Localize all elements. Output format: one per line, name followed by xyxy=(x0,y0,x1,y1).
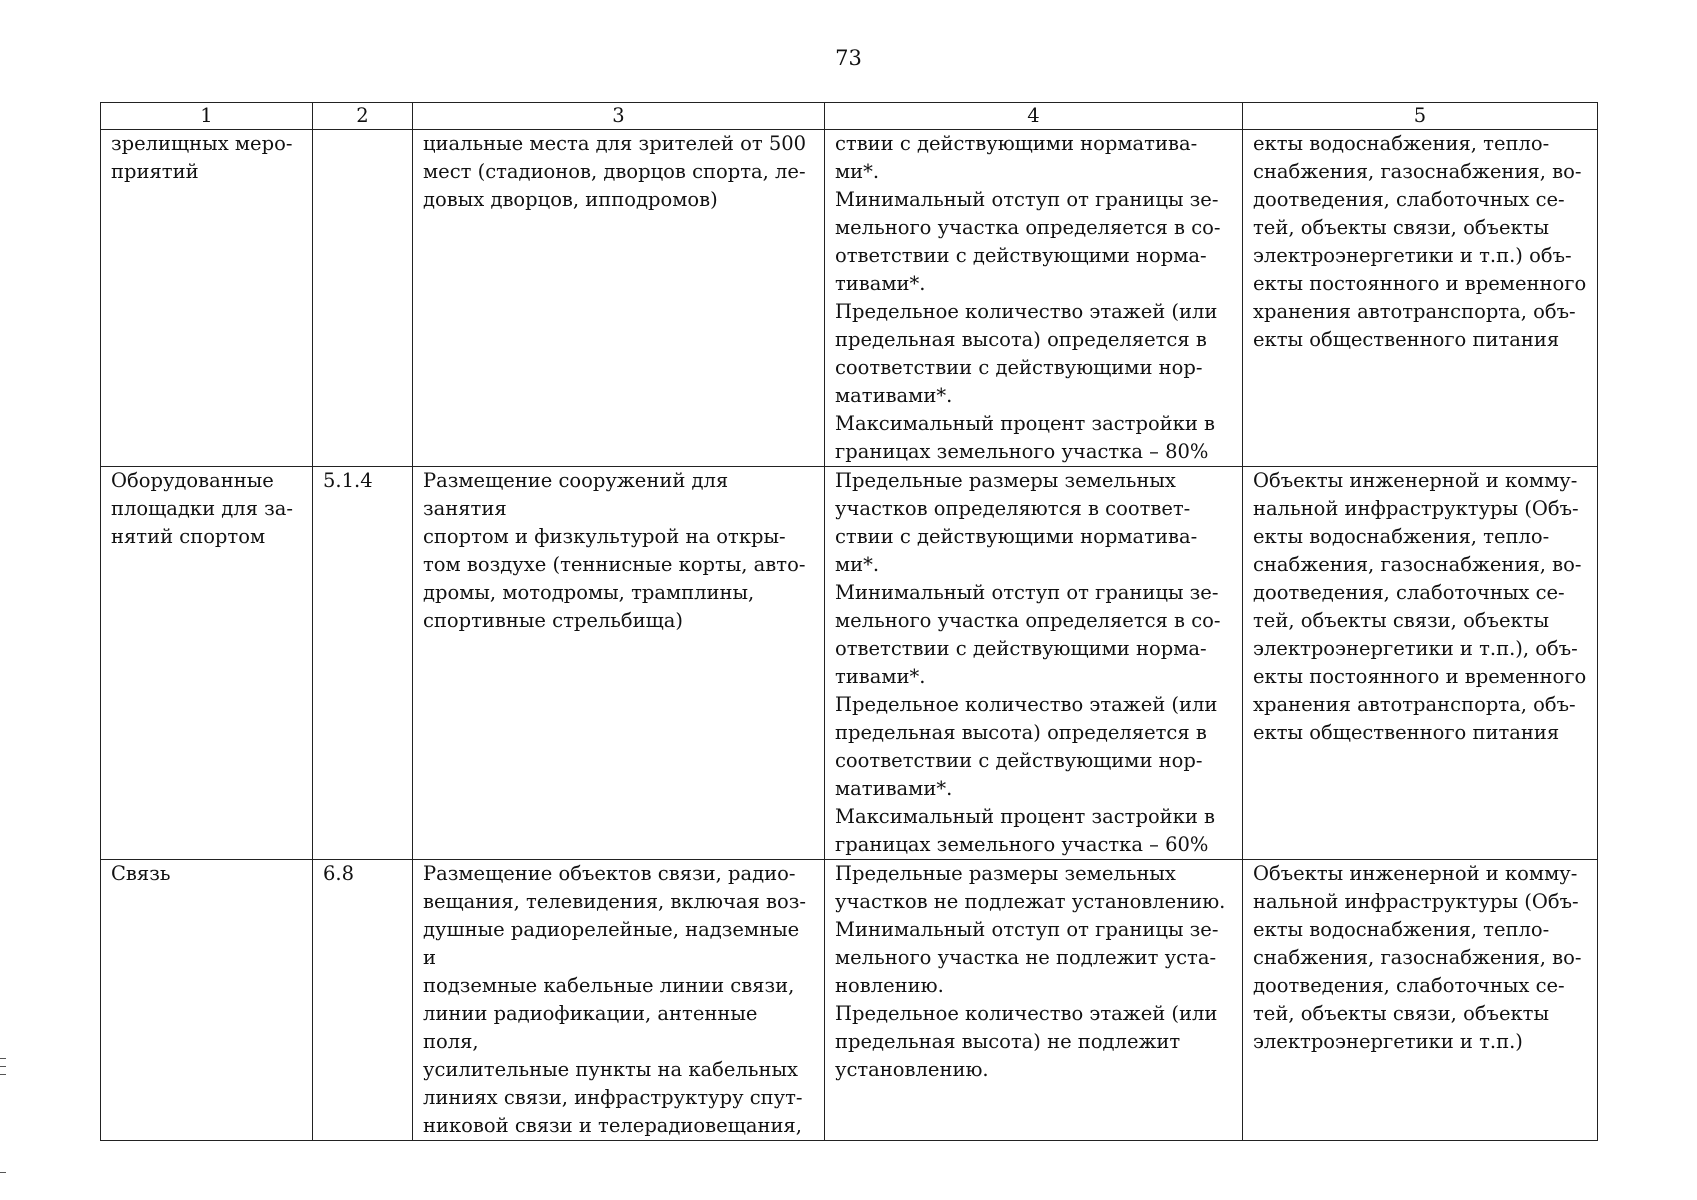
header-cell-1: 1 xyxy=(101,103,313,130)
table-row xyxy=(101,467,1598,860)
header-cell-2: 2 xyxy=(313,103,413,130)
cell-use-code: 5.1.4 xyxy=(313,467,413,860)
cell-use-description: Размещение сооружений для занятия спортом и физкультурой на откры- том воздухе (теннисные корты, авто- дромы, мотодромы, трамплины, спортивные стрельбища) xyxy=(413,467,825,860)
scan-edge-mark xyxy=(0,1074,6,1075)
header-cell-4: 4 xyxy=(825,103,1243,130)
cell-auxiliary-uses: екты водоснабжения, тепло- снабжения, газоснабжения, во- доотведения, слаботочных се- тей, объекты связи, объекты электроэнергетики и т.п.) объ- екты постоянного и временного хранения автотранспорта, объ- екты общественного питания xyxy=(1243,130,1598,467)
cell-parameters: ствии с действующими норматива- ми*. Минимальный отступ от границы зе- мельного участка определяется в со- ответствии с действующими норма- тивами*. Предельное количество этажей (или предельная высота) определяется в соответствии с действующими нор- мативами*. Максимальный процент застройки в границах земельного участка – 80% xyxy=(825,130,1243,467)
regulations-table xyxy=(100,102,1598,1141)
cell-use-description: Размещение объектов связи, радио- вещания, телевидения, включая воз- душные радиорелейные, надземные и подземные кабельные линии связи, линии радиофикации, антенные поля, усилительные пункты на кабельных линиях связи, инфраструктуру спут- никовой связи и телерадиовещания, xyxy=(413,860,825,1141)
cell-use-description: циальные места для зрителей от 500 мест (стадионов, дворцов спорта, ле- довых дворцов, ипподромов) xyxy=(413,130,825,467)
scan-edge-mark xyxy=(0,1172,6,1173)
table-row xyxy=(101,860,1598,1141)
cell-use-name: зрелищных меро- приятий xyxy=(101,130,313,467)
cell-use-name: Оборудованные площадки для за- нятий спортом xyxy=(101,467,313,860)
scan-edge-mark xyxy=(0,1066,6,1067)
table-header-row xyxy=(101,103,1598,130)
cell-auxiliary-uses: Объекты инженерной и комму- нальной инфраструктуры (Объ- екты водоснабжения, тепло- снабжения, газоснабжения, во- доотведения, слаботочных се- тей, объекты связи, объекты электроэнергетики и т.п.) xyxy=(1243,860,1598,1141)
scan-edge-mark xyxy=(0,1058,6,1059)
cell-parameters: Предельные размеры земельных участков определяются в соответ- ствии с действующими норматива- ми*. Минимальный отступ от границы зе- мельного участка определяется в со- ответствии с действующими норма- тивами*. Предельное количество этажей (или предельная высота) определяется в соответствии с действующими нор- мативами*. Максимальный процент застройки в границах земельного участка – 60% xyxy=(825,467,1243,860)
cell-use-name: Связь xyxy=(101,860,313,1141)
cell-auxiliary-uses: Объекты инженерной и комму- нальной инфраструктуры (Объ- екты водоснабжения, тепло- снабжения, газоснабжения, во- доотведения, слаботочных се- тей, объекты связи, объекты электроэнергетики и т.п.), объ- екты постоянного и временного хранения автотранспорта, объ- екты общественного питания xyxy=(1243,467,1598,860)
table-row xyxy=(101,130,1598,467)
page-number: 73 xyxy=(835,46,862,70)
cell-use-code xyxy=(313,130,413,467)
header-cell-5: 5 xyxy=(1243,103,1598,130)
header-cell-3: 3 xyxy=(413,103,825,130)
cell-parameters: Предельные размеры земельных участков не подлежат установлению. Минимальный отступ от границы зе- мельного участка не подлежит уста- новлению. Предельное количество этажей (или предельная высота) не подлежит установлению. xyxy=(825,860,1243,1141)
cell-use-code: 6.8 xyxy=(313,860,413,1141)
